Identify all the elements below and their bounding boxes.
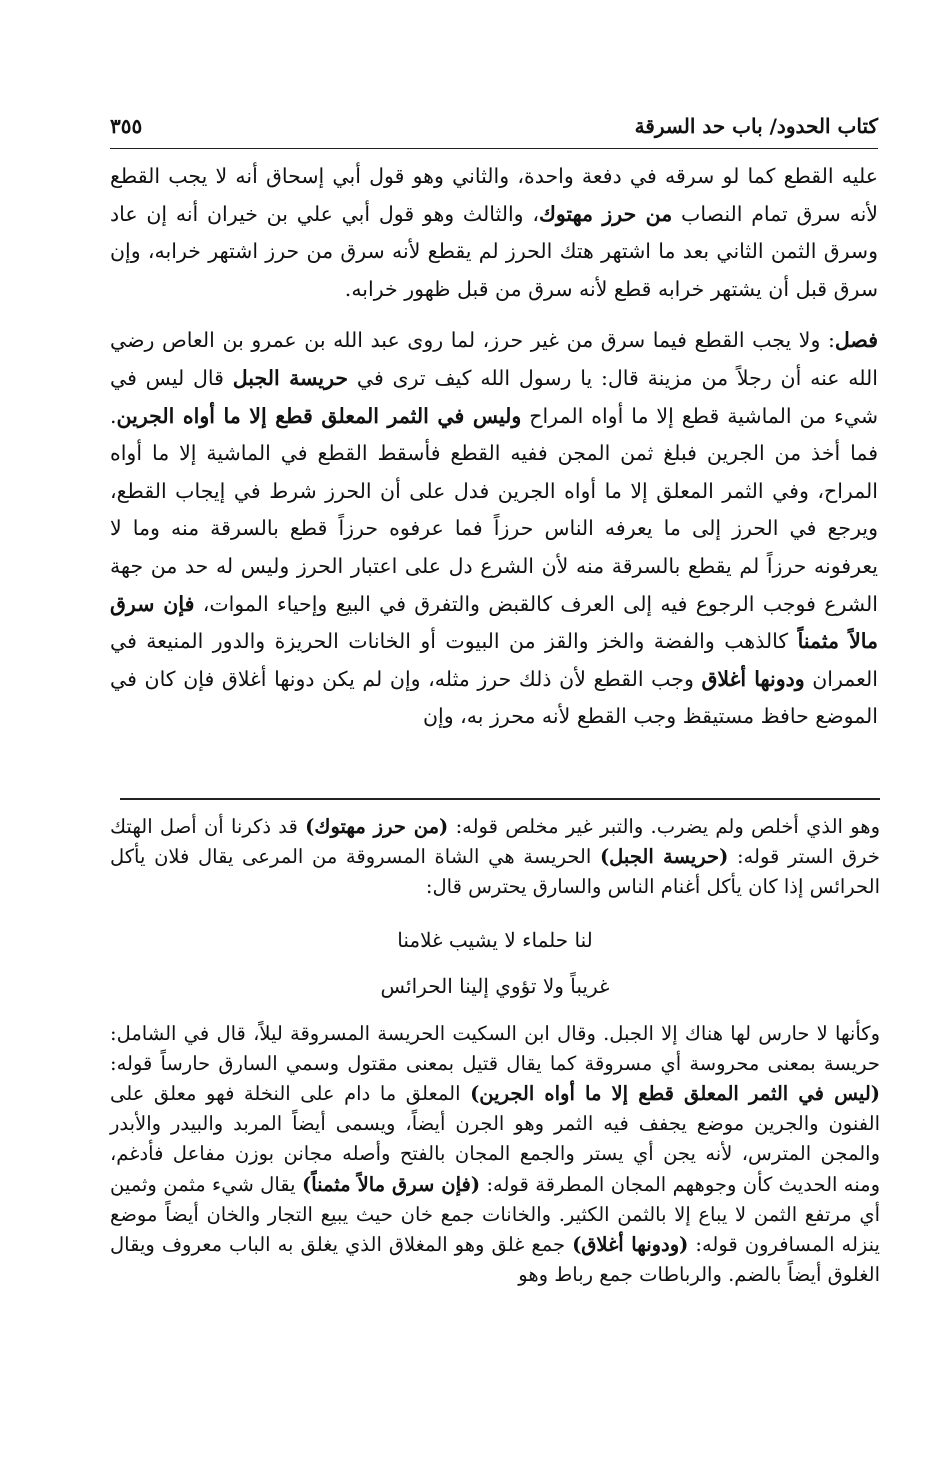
commentary-notes <box>110 812 880 1290</box>
page-header <box>110 112 878 149</box>
text-run: المعلق ما دام على النخلة فهو معلق على الفنون والجرين موضع يجفف فيه الثمر وهو الجرن أيضاً، ويسمى أيضاً المربد والبيدر والأبدر والمجن المترس، لأنه يجن أي يستر والجمع المجان بالفتح وأصله مجانن بوزن مفاعل فأدغم، ومنه الحديث كأن وجوههم المجان المطرقة قوله: <box>110 1082 881 1196</box>
text-run: عليه القطع كما لو سرقه في دفعة واحدة، والثاني وهو قول أبي إسحاق أنه لا يجب القطع لأنه سرق تمام النصاب <box>110 164 878 226</box>
page-number: ٣٥٥ <box>110 114 143 138</box>
bold-phrase: وليس في الثمر المعلق قطع إلا ما أواه الجرين <box>116 403 522 428</box>
note-paragraph-2 <box>110 1019 880 1291</box>
running-title: كتاب الحدود/ باب حد السرقة <box>634 114 878 138</box>
footnote-divider <box>120 798 880 800</box>
bold-phrase: (ليس في الثمر المعلق قطع إلا ما أواه الجرين) <box>470 1082 880 1106</box>
bold-phrase: من حرز مهتوك <box>538 201 673 226</box>
text-run: وكأنها لا حارس لها هناك إلا الجبل. وقال ابن السكيت الحريسة المسروقة ليلاً، قال في الشامل: حريسة بمعنى محروسة أي مسروقة كما يقال قتيل بمعنى مقتول وسمي السارق حارساً قوله: <box>110 1021 880 1075</box>
text-run: وجب القطع لأن ذلك حرز مثله، وإن لم يكن دونها أغلاق فإن كان في الموضع حافظ مستيقظ وجب القطع لأنه محرز به، وإن <box>110 666 878 729</box>
text-run: كالذهب والفضة والخز والقز من البيوت أو الخانات الحريزة والدور المنيعة في العمران <box>110 629 878 691</box>
text-run: يقال شيء مثمن وثمين أي مرتفع الثمن لا يباع إلا بالثمن الكثير. والخانات جمع خان حيث يبيع التجار والخان أيضاً موضع ينزله المسافرون قوله: <box>110 1172 880 1257</box>
text-run: . فما أخذ من الجرين فبلغ ثمن المجن ففيه القطع فأسقط القطع في الماشية إلا ما أواه المراح، وفي الثمر المعلق إلا ما أواه الجرين فدل على أن الحرز شرط في إيجاب القطع، ويرجع في الحرز إلى ما يعرفه الناس حرزاً فما عرفوه حرزاً قطع بالسرقة منه وما لا يعرفونه حرزاً لم يقطع بالسرقة منه لأن الشرع دل على اعتبار الحرز وليس له حد من جهة الشرع فوجب الرجوع فيه إلى العرف كالقبض والتفرق في البيع وإحياء الموات، <box>110 403 878 616</box>
bold-phrase: ودونها أغلاق <box>701 666 805 691</box>
text-run: : ولا يجب القطع فيما سرق من غير حرز، لما روى عبد الله بن عمرو بن العاص رضي الله عنه أن رجلاً من مزينة قال: يا رسول الله كيف ترى في <box>110 328 878 390</box>
main-paragraph-2 <box>110 322 878 736</box>
bold-phrase: فإن سرق مالاً مثمناً <box>110 591 878 654</box>
text-run: وهو الذي أخلص ولم يضرب. والتبر غير مخلص قوله: <box>448 815 881 838</box>
main-paragraph-1 <box>110 158 878 308</box>
bold-phrase: (فإن سرق مالاً مثمناً) <box>301 1172 481 1196</box>
text-run: جمع غلق وهو المغلاق الذي يغلق به الباب معروف ويقال الغلوق أيضاً بالضم. والرباطات جمع رباط وهو <box>110 1233 880 1287</box>
bold-phrase: (ودونها أغلاق) <box>572 1233 689 1257</box>
bold-phrase: (من حرز مهتوك) <box>305 815 449 838</box>
note-paragraph-1 <box>110 812 880 903</box>
poem-verse-1: لنا حلماء لا يشيب غلامنا <box>397 927 593 952</box>
section-heading-fasl: فصل <box>834 328 878 353</box>
main-text <box>110 158 878 736</box>
text-run: قال ليس في شيء من الماشية قطع إلا ما أواه المراح <box>110 365 878 428</box>
text-run: قد ذكرنا أن أصل الهتك خرق الستر قوله: <box>110 815 880 869</box>
bold-phrase: (حريسة الجبل) <box>599 845 729 869</box>
bold-phrase: حريسة الجبل <box>232 365 349 390</box>
text-run: الحريسة هي الشاة المسروقة من المرعى يقال فلان يأكل الحرائس إذا كان يأكل أغنام الناس والسارق يحترس قال: <box>110 845 880 899</box>
text-run: ، والثالث وهو قول أبي علي بن خيران أنه إن عاد وسرق الثمن الثاني بعد ما اشتهر هتك الحرز لم يقطع لأنه سرق من حرز اشتهر خرابه، وإن سرق قبل أن يشتهر خرابه قطع لأنه سرق من قبل ظهور خرابه. <box>110 201 878 301</box>
poem-verse-2: غريباً ولا تؤوي إلينا الحرائس <box>380 973 610 998</box>
